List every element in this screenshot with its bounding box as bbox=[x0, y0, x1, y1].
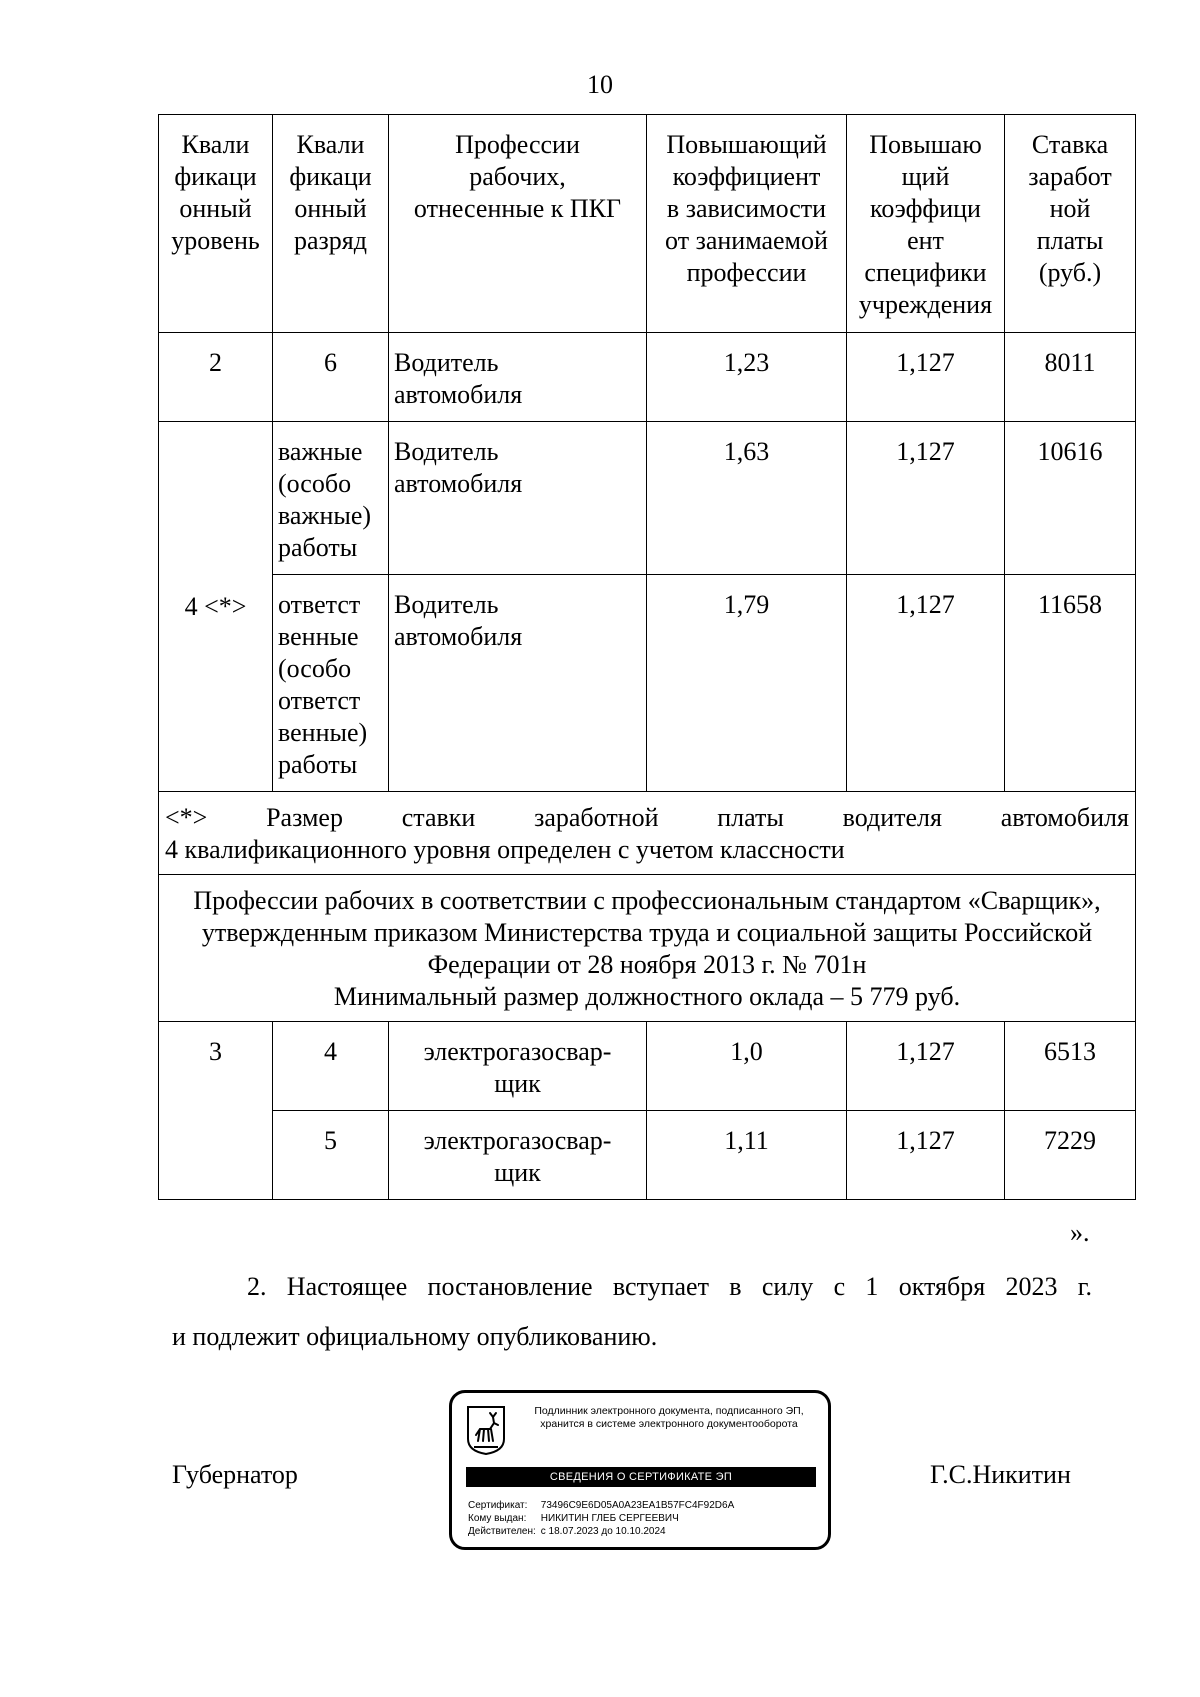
footnote-word: Размер bbox=[266, 803, 343, 832]
cell-rate: 8011 bbox=[1005, 333, 1136, 422]
section-header-row bbox=[159, 875, 1136, 1022]
cell-specific-coefficient: 1,127 bbox=[847, 333, 1005, 422]
cell-rate: 10616 bbox=[1005, 422, 1136, 575]
cell-profession: электрогазосвар- щик bbox=[389, 1022, 647, 1111]
cell-coefficient: 1,23 bbox=[647, 333, 847, 422]
cell-coefficient: 1,11 bbox=[647, 1111, 847, 1200]
cell-level: 3 bbox=[159, 1022, 273, 1200]
paragraph-word: Настоящее bbox=[286, 1272, 408, 1301]
effective-date-paragraph bbox=[172, 1262, 1092, 1362]
cell-level: 2 bbox=[159, 333, 273, 422]
stamp-value: 73496C9E6D05A0A23EA1B57FC4F92D6A bbox=[540, 1500, 735, 1511]
footnote-word: автомобиля bbox=[1000, 803, 1129, 832]
signature-title: Губернатор bbox=[172, 1460, 298, 1489]
signature-name: Г.С.Никитин bbox=[930, 1460, 1071, 1489]
salary-table bbox=[158, 114, 1136, 1200]
page-number: 10 bbox=[587, 70, 613, 99]
cell-coefficient: 1,0 bbox=[647, 1022, 847, 1111]
cell-specific-coefficient: 1,127 bbox=[847, 1111, 1005, 1200]
stamp-header: Подлинник электронного документа, подписанного ЭП, хранится в системе электронного документооборота bbox=[534, 1405, 804, 1430]
footnote-word: заработной bbox=[534, 803, 659, 832]
cell-specific-coefficient: 1,127 bbox=[847, 1022, 1005, 1111]
paragraph-word: октября bbox=[898, 1272, 986, 1301]
cell-rate: 7229 bbox=[1005, 1111, 1136, 1200]
header-cell-rank: Квали фикаци онный разряд bbox=[273, 115, 389, 333]
footnote-cell bbox=[159, 792, 1136, 875]
footnote-word: ставки bbox=[401, 803, 476, 832]
cell-profession: Водитель автомобиля bbox=[389, 333, 647, 422]
stamp-certificate-bar: СВЕДЕНИЯ О СЕРТИФИКАТЕ ЭП bbox=[466, 1467, 816, 1487]
paragraph-word: 1 bbox=[865, 1272, 879, 1301]
stamp-details bbox=[468, 1499, 818, 1538]
stamp-valid-row bbox=[468, 1525, 818, 1538]
paragraph-word: 2023 bbox=[1005, 1272, 1058, 1301]
footnote-row bbox=[159, 792, 1136, 875]
paragraph-word: вступает bbox=[612, 1272, 709, 1301]
cell-rank: 5 bbox=[273, 1111, 389, 1200]
cell-profession: Водитель автомобиля bbox=[389, 422, 647, 575]
cell-rank: 6 bbox=[273, 333, 389, 422]
section-header-cell: Профессии рабочих в соответствии с профессиональным стандартом «Сварщик», утвержденным приказом Министерства труда и социальной защиты Российской Федерации от 28 ноября 2013 г. № 701н Минимальный размер должностного оклада – 5 779 руб. bbox=[159, 875, 1136, 1022]
footnote-line bbox=[165, 802, 1129, 834]
paragraph-word: в bbox=[729, 1272, 742, 1301]
cell-profession: электрогазосвар- щик bbox=[389, 1111, 647, 1200]
cell-rank: ответст венные (особо ответст венные) работы bbox=[273, 575, 389, 792]
paragraph-word: с bbox=[833, 1272, 846, 1301]
header-cell-rate: Ставка заработ ной платы (руб.) bbox=[1005, 115, 1136, 333]
cell-specific-coefficient: 1,127 bbox=[847, 575, 1005, 792]
table-row bbox=[159, 575, 1136, 792]
header-cell-coefficient: Повышающий коэффициент в зависимости от занимаемой профессии bbox=[647, 115, 847, 333]
header-cell-specific-coefficient: Повышаю щий коэффици ент специфики учреждения bbox=[847, 115, 1005, 333]
stamp-issued-row bbox=[468, 1512, 818, 1525]
cell-coefficient: 1,63 bbox=[647, 422, 847, 575]
cell-profession: Водитель автомобиля bbox=[389, 575, 647, 792]
cell-rank: 4 bbox=[273, 1022, 389, 1111]
stamp-label: Кому выдан: bbox=[468, 1513, 527, 1524]
table-row bbox=[159, 333, 1136, 422]
table-header-row bbox=[159, 115, 1136, 333]
table-row bbox=[159, 1022, 1136, 1111]
paragraph-word: силу bbox=[761, 1272, 814, 1301]
cell-level: 4 <*> bbox=[159, 422, 273, 792]
deer-emblem-icon bbox=[466, 1405, 506, 1455]
cell-rate: 6513 bbox=[1005, 1022, 1136, 1111]
stamp-cert-row bbox=[468, 1499, 818, 1512]
paragraph-word: постановление bbox=[427, 1272, 593, 1301]
stamp-value: НИКИТИН ГЛЕБ СЕРГЕЕВИЧ bbox=[540, 1513, 679, 1524]
header-cell-level: Квали фикаци онный уровень bbox=[159, 115, 273, 333]
paragraph-line: и подлежит официальному опубликованию. bbox=[172, 1322, 658, 1351]
footnote-line: 4 квалификационного уровня определен с учетом классности bbox=[165, 835, 845, 864]
cell-rate: 11658 bbox=[1005, 575, 1136, 792]
paragraph-word: г. bbox=[1077, 1272, 1092, 1301]
header-cell-profession: Профессии рабочих, отнесенные к ПКГ bbox=[389, 115, 647, 333]
footnote-word: <*> bbox=[165, 803, 208, 832]
footnote-word: платы bbox=[717, 803, 784, 832]
closing-quote: ». bbox=[1070, 1218, 1090, 1247]
stamp-label: Действителен: bbox=[468, 1526, 536, 1537]
electronic-signature-stamp bbox=[449, 1390, 831, 1550]
paragraph-line bbox=[172, 1262, 1092, 1312]
stamp-value: с 18.07.2023 до 10.10.2024 bbox=[540, 1526, 666, 1537]
stamp-label: Сертификат: bbox=[468, 1500, 528, 1511]
cell-specific-coefficient: 1,127 bbox=[847, 422, 1005, 575]
cell-coefficient: 1,79 bbox=[647, 575, 847, 792]
table-row bbox=[159, 1111, 1136, 1200]
table-row bbox=[159, 422, 1136, 575]
footnote-word: водителя bbox=[842, 803, 942, 832]
paragraph-word: 2. bbox=[247, 1272, 267, 1301]
cell-rank: важные (особо важные) работы bbox=[273, 422, 389, 575]
